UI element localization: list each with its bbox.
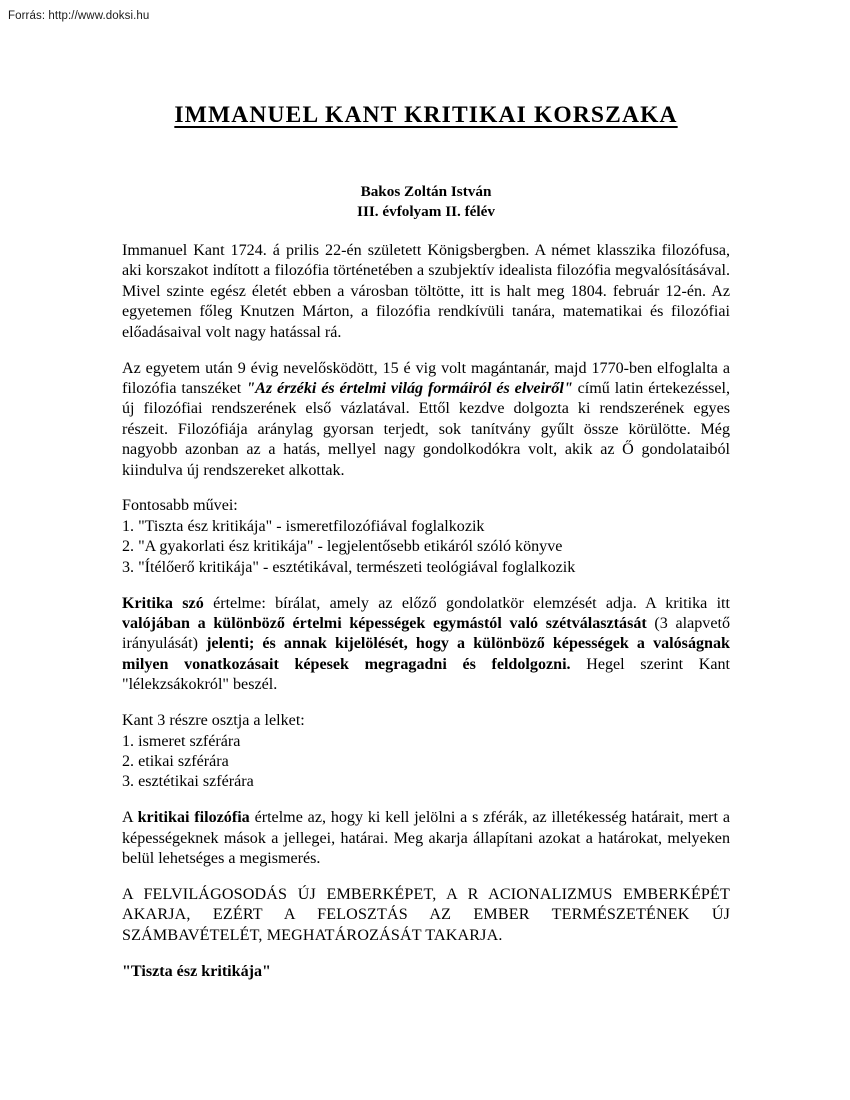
list-item: 2. etikai szférára xyxy=(122,752,229,770)
list-item: 1. "Tiszta ész kritikája" - ismeretfilozófiával foglalkozik xyxy=(122,517,485,535)
emphasis-jelenti: jelenti; és annak kijelölését, hogy a különböző képességek a valóságnak milyen vonatkozásait képesek megragadni és feldolgozni. xyxy=(122,635,730,673)
source-url-header: Forrás: http://www.doksi.hu xyxy=(8,10,150,22)
paragraph-kritika-szo xyxy=(122,594,730,696)
paragraph-kritika-text3: Hegel szerint Kant "lélekzsákokról" beszél. xyxy=(122,655,730,694)
emphasis-szetvalasztas: valójában a különböző értelmi képességek egymástól való szétválasztását xyxy=(122,615,647,632)
author-block xyxy=(122,182,730,221)
term-kritikai-filozofia: kritikai filozófia xyxy=(137,809,250,827)
paragraph-intro: Immanuel Kant 1724. á prilis 22-én született Königsbergben. A német klasszika filozófusa, aki korszakot indított a filozófia történetében a szubjektív idealista filozófia megvalósításával. Mivel szinte egész életét ebben a városban töltötte, itt is halt meg 1804. február 12-én. Az egyetemen főleg Knutzen Márton, a filozófia rendkívüli tanára, matematikai és filozófiai előadásaival volt nagy hatással rá. xyxy=(122,242,730,341)
author-name: Bakos Zoltán István xyxy=(360,183,492,200)
section-heading-tiszta-esz: "Tiszta ész kritikája" xyxy=(122,962,271,980)
document-body xyxy=(122,241,730,982)
list-item: 1. ismeret szférára xyxy=(122,732,241,750)
work-title-quote: "Az érzéki és értelmi világ formáiról és elveiről" xyxy=(246,379,573,397)
list-item: 3. "Ítélőerő kritikája" - esztétikával, természeti teológiával foglalkozik xyxy=(122,558,576,576)
soul-list-block xyxy=(122,711,730,793)
paragraph-kritika-text2: (3 alapvető irányulását) xyxy=(122,615,730,653)
soul-list-heading: Kant 3 részre osztja a lelket: xyxy=(122,712,305,730)
author-course: III. évfolyam II. félév xyxy=(357,202,495,220)
paragraph-kf-text2: értelme az, hogy ki kell jelölni a s zférák, az illetékesség határait, mert a képességeknek mások a jellegei, határai. Meg akarja állapítani azokat a határokat, melyeken belül lehetséges a megismerés. xyxy=(122,809,731,868)
paragraph-kritika-text1: értelme: bírálat, amely az előző gondolatkör elemzését adja. A kritika itt xyxy=(203,594,730,612)
paragraph-university-part1: Az egyetem után 9 évig nevelősködött, 15 é vig volt magántanár, majd 1770-ben elfoglalta a filozófia tanszéket xyxy=(122,359,730,397)
list-item: 3. esztétikai szférára xyxy=(122,773,254,791)
works-list-heading: Fontosabb művei: xyxy=(122,497,238,515)
list-item: 2. "A gyakorlati ész kritikája" - legjelentősebb etikáról szóló könyve xyxy=(122,538,563,556)
term-kritika-szo: Kritika szó xyxy=(122,594,204,612)
paragraph-university xyxy=(122,359,730,481)
paragraph-university-part2: című latin értekezéssel, új filozófiai rendszerének első vázlatával. Ettől kezdve dolgozta ki rendszerének egyes részeit. Filozófiája aránylag gyorsan terjedt, sok tanítvány gyűlt össze körülötte. Még nagyobb azonban az a hatás, mellyel nagy gondolkodókra volt, akik az Ő gondolataiból kiindulva új rendszereket alkottak. xyxy=(122,379,730,479)
paragraph-kritikai-filozofia xyxy=(122,808,730,869)
page-title: IMMANUEL KANT KRITIKAI KORSZAKA xyxy=(174,102,678,128)
paragraph-felvilagosodas: A FELVILÁGOSODÁS ÚJ EMBERKÉPET, A R ACIONALIZMUS EMBERKÉPÉT AKARJA, EZÉRT A FELOSZTÁS AZ EMBER TERMÉSZETÉNEK ÚJ SZÁMBAVÉTELÉT, MEGHATÁROZÁSÁT TAKARJA. xyxy=(122,885,730,944)
works-list-block xyxy=(122,496,730,578)
paragraph-kf-text1: A xyxy=(122,809,138,827)
